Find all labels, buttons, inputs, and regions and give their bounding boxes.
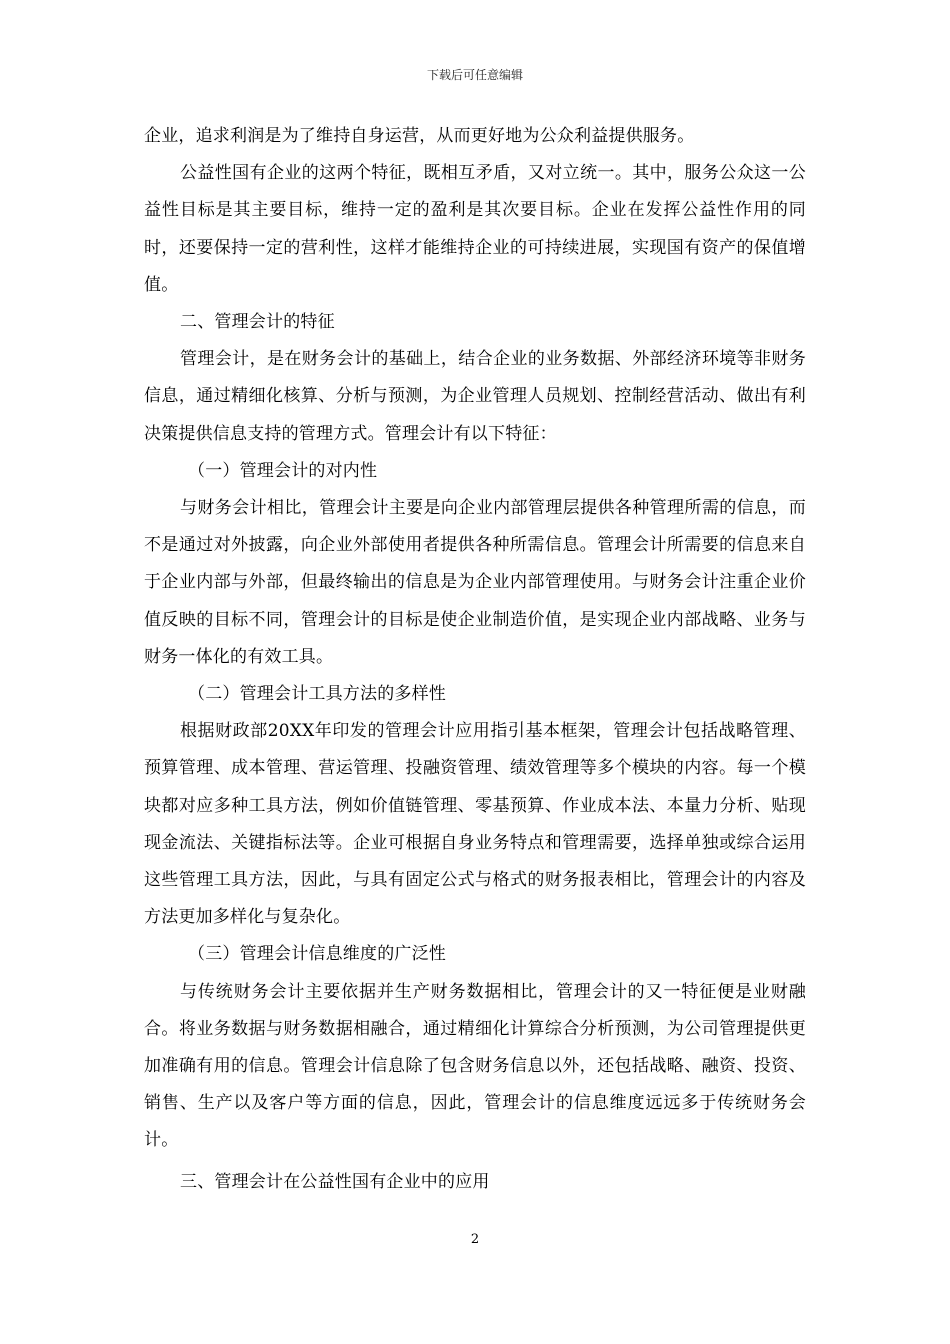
paragraph: 根据财政部20XX年印发的管理会计应用指引基本框架，管理会计包括战略管理、预算管理、成本管理、营运管理、投融资管理、绩效管理等多个模块的内容。每一个模块都对应多种工具方法，例如价值链管理、零基预算、作业成本法、本量力分析、贴现现金流法、关键指标法等。企业可根据自身业务特点和管理需要，选择单独或综合运用这些管理工具方法，因此，与具有固定公式与格式的财务报表相比，管理会计的内容及方法更加多样化与复杂化。 [144,721,806,928]
paragraph: 与传统财务会计主要依据并生产财务数据相比，管理会计的又一特征便是业财融合。将业务数据与财务数据相融合，通过精细化计算综合分析预测，为公司管理提供更加准确有用的信息。管理会计信息除了包含财务信息以外，还包括战略、融资、投资、销售、生产以及客户等方面的信息，因此，管理会计的信息维度远远多于传统财务会计。 [144,981,806,1151]
subsection-heading: （一）管理会计的对内性 [188,460,378,481]
paragraph: 公益性国有企业的这两个特征，既相互矛盾，又对立统一。其中，服务公众这一公益性目标是其主要目标，维持一定的盈利是其次要目标。企业在发挥公益性作用的同时，还要保持一定的营利性，这样才能维持企业的可持续进展，实现国有资产的保值增值。 [144,163,806,295]
paragraph: 管理会计，是在财务会计的基础上，结合企业的业务数据、外部经济环境等非财务信息，通过精细化核算、分析与预测，为企业管理人员规划、控制经营活动、做出有利决策提供信息支持的管理方式。管理会计有以下特征： [144,349,806,444]
paragraph-continuation: 企业，追求利润是为了维持自身运营，从而更好地为公众利益提供服务。 [144,126,695,146]
document-body [144,118,806,1201]
page-number: 2 [470,1232,480,1247]
section-heading: 二、管理会计的特征 [180,312,335,333]
subsection-heading: （二）管理会计工具方法的多样性 [188,684,446,705]
subsection-heading: （三）管理会计信息维度的广泛性 [188,944,446,965]
page-header: 下载后可任意编辑 [426,68,523,82]
section-heading: 三、管理会计在公益性国有企业中的应用 [180,1171,490,1192]
paragraph: 与财务会计相比，管理会计主要是向企业内部管理层提供各种管理所需的信息，而不是通过对外披露，向企业外部使用者提供各种所需信息。管理会计所需要的信息来自于企业内部与外部，但最终输出的信息是为企业内部管理使用。与财务会计注重企业价值反映的目标不同，管理会计的目标是使企业制造价值，是实现企业内部战略、业务与财务一体化的有效工具。 [144,498,806,667]
